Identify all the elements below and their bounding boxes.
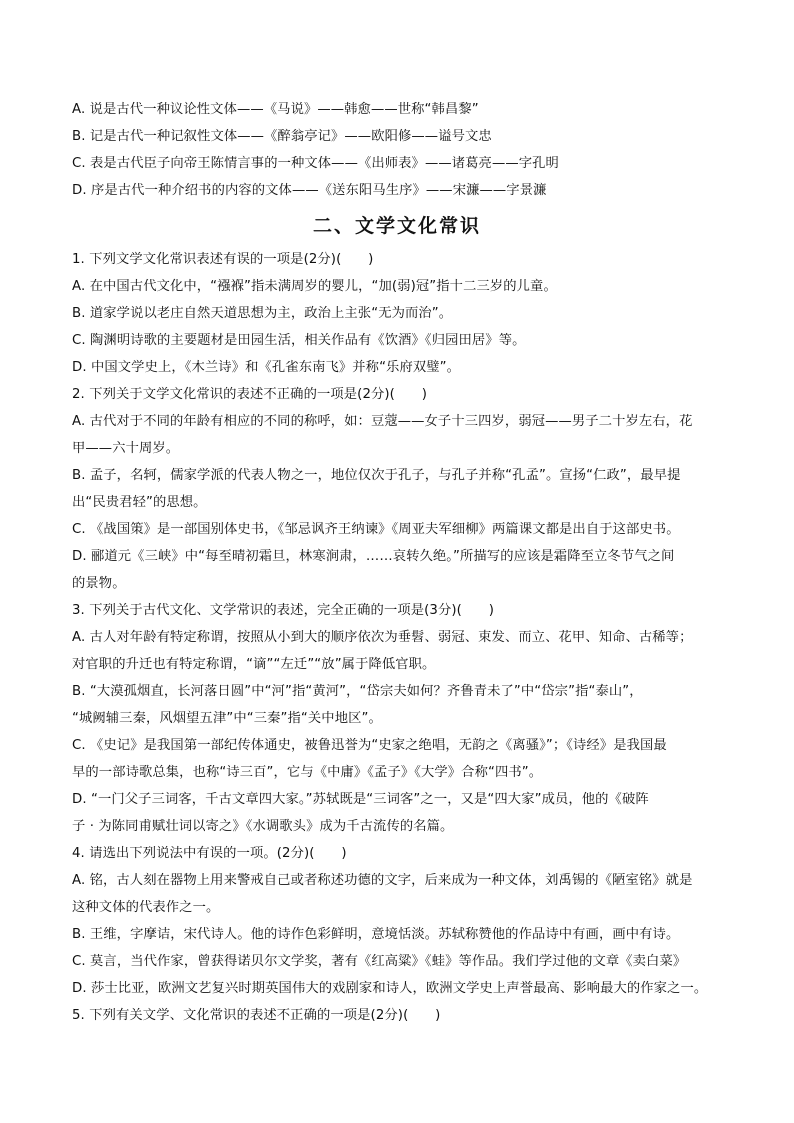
q2-line: B. 孟子，名轲，儒家学派的代表人物之一，地位仅次于孔子，与孔子并称“孔孟”。宣扬“仁政”，最早提	[72, 468, 681, 483]
q3-line: C. 《史记》是我国第一部纪传体通史，被鲁迅誉为“史家之绝唱，无韵之《离骚》”；《诗经》是我国最	[72, 738, 667, 753]
section-title: 二、文学文化常识	[312, 215, 481, 237]
q4-line: D. 莎士比亚，欧洲文艺复兴时期英国伟大的戏剧家和诗人，欧洲文学史上声誉最高、影响最大的作家之一。	[72, 981, 708, 996]
q1-option-a: A. 在中国古代文化中，“襁褓”指未满周岁的婴儿，“加(弱)冠”指十二三岁的儿童。	[72, 279, 557, 294]
q3-line: A. 古人对年龄有特定称谓，按照从小到大的顺序依次为垂髫、弱冠、束发、而立、花甲、知命、古稀等；	[72, 630, 693, 645]
q4-stem: 4. 请选出下列说法中有误的一项。(2分)( )	[72, 846, 347, 861]
q1-stem: 1. 下列文学文化常识表述有误的一项是(2分)( )	[72, 252, 374, 267]
q3-line: 早的一部诗歌总集，也称“诗三百”，它与《中庸》《孟子》《大学》合称“四书”。	[72, 765, 543, 780]
q2-line: D. 郦道元《三峡》中“每至晴初霜旦，林寒涧肃，……哀转久绝。”所描写的应该是霜降至立冬节气之间	[72, 549, 675, 564]
option-a: A. 说是古代一种议论性文体——《马说》——韩愈——世称“韩昌黎”	[72, 102, 479, 117]
q3-line: “城阙辅三秦，风烟望五津”中“三秦”指“关中地区”。	[72, 711, 382, 726]
q3-line: B. “大漠孤烟直，长河落日圆”中“河”指“黄河”，“岱宗夫如何？齐鲁青未了”中“岱宗”指“泰山”，	[72, 684, 643, 699]
option-d: D. 序是古代一种介绍书的内容的文体——《送东阳马生序》——宋濂——字景濂	[72, 183, 547, 198]
q2-line: 甲——六十周岁。	[72, 441, 180, 456]
option-b: B. 记是古代一种记叙性文体——《醉翁亭记》——欧阳修——谥号文忠	[72, 129, 492, 144]
q1-option-c: C. 陶渊明诗歌的主要题材是田园生活，相关作品有《饮酒》《归园田居》等。	[72, 333, 526, 348]
q1-option-d: D. 中国文学史上，《木兰诗》和《孔雀东南飞》并称“乐府双璧”。	[72, 360, 461, 375]
q4-line: 这种文体的代表作之一。	[72, 900, 220, 915]
q4-line: A. 铭，古人刻在器物上用来警戒自己或者称述功德的文字，后来成为一种文体，刘禹锡的《陋室铭》就是	[72, 873, 693, 888]
q3-line: D. “一门父子三词客，千古文章四大家。”苏轼既是“三词客”之一，又是“四大家”成员，他的《破阵	[72, 792, 649, 807]
q4-line: C. 莫言，当代作家，曾获得诺贝尔文学奖，著有《红高粱》《蛙》等作品。我们学过他的文章《卖白菜》	[72, 954, 687, 969]
q3-line: 对官职的升迁也有特定称谓，“谪”“左迁”“放”属于降低官职。	[72, 657, 436, 672]
q4-line: B. 王维，字摩诘，宋代诗人。他的诗作色彩鲜明，意境恬淡。苏轼称赞他的作品诗中有画，画中有诗。	[72, 927, 680, 942]
q2-line: A. 古代对于不同的年龄有相应的不同的称呼，如：豆蔻——女子十三四岁，弱冠——男子二十岁左右，花	[72, 414, 693, 429]
q5-stem: 5. 下列有关文学、文化常识的表述不正确的一项是(2分)( )	[72, 1008, 441, 1023]
q2-line: 的景物。	[72, 576, 126, 591]
q2-line: C. 《战国策》是一部国别体史书，《邹忌讽齐王纳谏》《周亚夫军细柳》两篇课文都是出自于这部史书。	[72, 522, 680, 537]
option-c: C. 表是古代臣子向帝王陈情言事的一种文体——《出师表》——诸葛亮——字孔明	[72, 156, 559, 171]
q3-line: 子 · 为陈同甫赋壮词以寄之》《水调歌头》成为千古流传的名篇。	[72, 819, 454, 834]
q3-stem: 3. 下列关于古代文化、文学常识的表述，完全正确的一项是(3分)( )	[72, 603, 495, 618]
q2-line: 出“民贵君轻”的思想。	[72, 495, 207, 510]
q1-option-b: B. 道家学说以老庄自然天道思想为主，政治上主张“无为而治”。	[72, 306, 453, 321]
q2-stem: 2. 下列关于文学文化常识的表述不正确的一项是(2分)( )	[72, 387, 428, 402]
